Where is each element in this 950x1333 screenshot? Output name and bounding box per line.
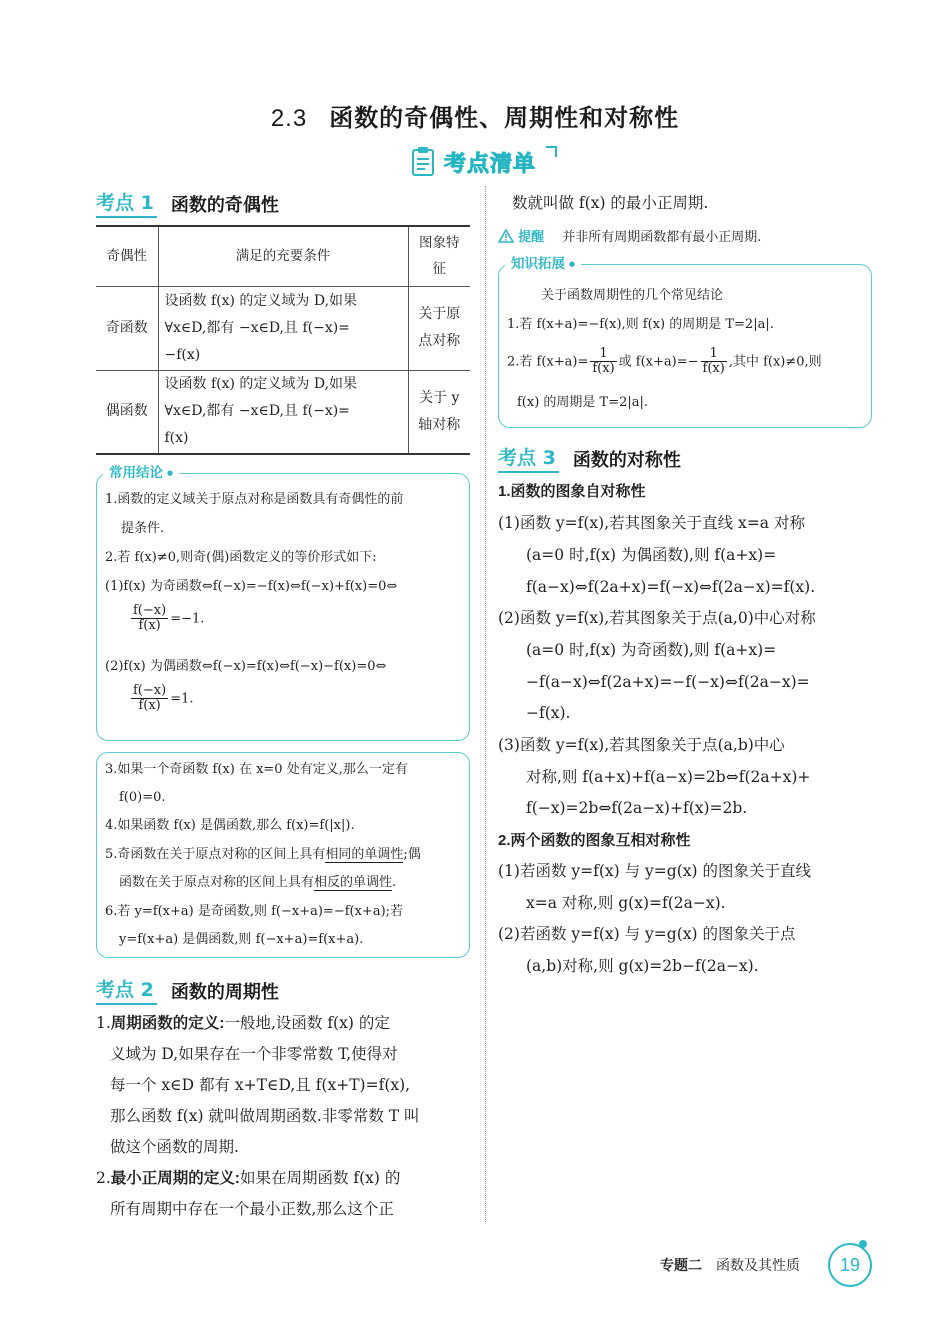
- kaodian-2-heading: [96, 977, 279, 1005]
- tip-text: 并非所有周期函数都有最小正周期.: [562, 230, 762, 245]
- kaodian-1-heading: [96, 190, 279, 218]
- text: .: [392, 875, 397, 890]
- box-line: =1.: [170, 691, 194, 707]
- text: ;偶: [403, 847, 421, 862]
- subheading: 1.函数的图象自对称性: [498, 483, 646, 500]
- box-line: (2)f(x) 为偶函数⇔f(−x)=f(x)⇔f(−x)−f(x)=0⇔: [105, 659, 387, 674]
- box-line: y=f(x+a) 是偶函数,则 f(−x+a)=f(x+a).: [119, 932, 364, 947]
- text-line: 义域为 D,如果存在一个非零常数 T,使得对: [110, 1045, 398, 1063]
- kaodian-2-title: 函数的周期性: [170, 982, 279, 1003]
- text-line: [96, 1163, 400, 1195]
- table-header: 图象特征: [408, 226, 470, 286]
- text-line: f(−x)=2b⇔f(2a−x)+f(x)=2b.: [526, 799, 748, 817]
- more-conclusions-box: [96, 752, 470, 958]
- numerator: f(−x): [133, 683, 167, 698]
- kaodian-1-title: 函数的奇偶性: [170, 195, 279, 216]
- underlined-text: 相同的单调性: [325, 847, 404, 862]
- box-line: 6.若 y=f(x+a) 是奇函数,则 f(−x+a)=−f(x+a);若: [105, 904, 404, 919]
- box-tag: 常用结论 ●: [103, 464, 179, 482]
- bold-term: 周期函数的定义:: [110, 1015, 225, 1032]
- table-cell: 偶函数: [96, 370, 158, 454]
- clipboard-icon: [410, 145, 440, 179]
- box-line: 2.若 f(x)≠0,则奇(偶)函数定义的等价形式如下:: [105, 550, 377, 565]
- denominator: f(x): [138, 698, 161, 714]
- box-line: f(x) 的周期是 T=2|a|.: [517, 395, 649, 410]
- feature-line: 轴对称: [418, 416, 461, 433]
- banner-corner-icon: [544, 145, 558, 159]
- table-cell: 奇函数: [96, 286, 158, 370]
- cond-line: 设函数 f(x) 的定义域为 D,如果: [164, 292, 358, 309]
- text: 5.奇函数在关于原点对称的区间上具有: [105, 847, 326, 862]
- text: 2.: [96, 1169, 111, 1187]
- text-line: (2)若函数 y=f(x) 与 y=g(x) 的图象关于点: [498, 925, 796, 943]
- table-cell: [158, 370, 408, 454]
- text-line: 数就叫做 f(x) 的最小正周期.: [512, 194, 709, 212]
- fraction: [590, 347, 616, 377]
- text-line: (a=0 时,f(x) 为奇函数),则 f(a+x)=: [526, 641, 777, 659]
- box-line: f(0)=0.: [119, 790, 166, 805]
- footer-topic: 专题二: [660, 1258, 702, 1274]
- footer-section: [660, 1255, 800, 1275]
- denominator: f(x): [138, 618, 161, 634]
- numerator: 1: [701, 347, 727, 362]
- table-cell: [158, 286, 408, 370]
- text: 函数在关于原点对称的区间上具有: [119, 875, 315, 890]
- box-line: =−1.: [170, 611, 205, 627]
- box-line: (1)f(x) 为奇函数⇔f(−x)=−f(x)⇔f(−x)+f(x)=0⇔: [105, 579, 398, 594]
- table-header: 满足的充要条件: [158, 226, 408, 286]
- numerator: f(−x): [133, 603, 167, 618]
- text: 或 f(x+a)=−: [618, 354, 699, 370]
- text-line: −f(a−x)⇔f(2a+x)=−f(−x)⇔f(2a−x)=: [526, 673, 810, 691]
- text-line: 每一个 x∈D 都有 x+T∈D,且 f(x+T)=f(x),: [110, 1076, 411, 1094]
- feature-line: 关于原: [418, 306, 461, 322]
- text-line: 所有周期中存在一个最小正数,那么这个正: [110, 1200, 394, 1218]
- fraction-line: [129, 684, 193, 714]
- box-line: [507, 347, 822, 377]
- text-line: −f(x).: [526, 704, 571, 722]
- kaodian-3-label: 考点 3: [498, 446, 559, 473]
- box-line: 1.若 f(x+a)=−f(x),则 f(x) 的周期是 T=2|a|.: [507, 317, 774, 332]
- common-conclusions-box: [96, 465, 470, 741]
- box-heading: 关于函数周期性的几个常见结论: [541, 288, 724, 303]
- text: 1.: [96, 1014, 111, 1032]
- table-row: [96, 370, 470, 454]
- feature-line: 点对称: [418, 333, 461, 349]
- page-number-dot: [859, 1240, 867, 1248]
- text: 2.若 f(x+a)=: [507, 354, 589, 370]
- kaodian-3-heading: [498, 445, 681, 473]
- fraction: [701, 347, 727, 377]
- cond-line: 设函数 f(x) 的定义域为 D,如果: [164, 376, 358, 393]
- knowledge-extension-box: [498, 256, 872, 428]
- text-line: (1)若函数 y=f(x) 与 y=g(x) 的图象关于直线: [498, 862, 811, 880]
- table-header: 奇偶性: [96, 226, 158, 286]
- text-line: [96, 1008, 390, 1040]
- text-line: 做这个函数的周期.: [110, 1138, 239, 1156]
- text-line: f(a−x)⇔f(2a+x)=f(−x)⇔f(2a−x)=f(x).: [526, 578, 816, 596]
- fraction: [131, 604, 168, 634]
- banner-text: 考点清单: [444, 152, 537, 177]
- section-number: 2.3: [270, 105, 308, 132]
- text: 如果在周期函数 f(x) 的: [239, 1169, 401, 1187]
- text-line: (1)函数 y=f(x),若其图象关于直线 x=a 对称: [498, 514, 805, 532]
- text: 一般地,设函数 f(x) 的定: [224, 1014, 390, 1032]
- text-line: 那么函数 f(x) 就叫做周期函数.非零常数 T 叫: [110, 1107, 420, 1125]
- box-line: [119, 870, 396, 896]
- box-tag: 知识拓展 ●: [505, 255, 581, 273]
- subheading: 2.两个函数的图象互相对称性: [498, 832, 691, 849]
- box-line: 4.如果函数 f(x) 是偶函数,那么 f(x)=f(|x|).: [105, 818, 355, 833]
- text-line: 对称,则 f(a+x)+f(a−x)=2b⇔f(2a+x)+: [526, 768, 811, 786]
- feature-line: 关于 y: [419, 389, 460, 406]
- denominator: f(x): [592, 361, 615, 377]
- bold-term: 最小正周期的定义:: [110, 1170, 240, 1187]
- table-cell: [408, 286, 470, 370]
- numerator: 1: [590, 347, 616, 362]
- kaodian-2-label: 考点 2: [96, 978, 157, 1005]
- cond-line: ∀x∈D,都有 −x∈D,且 f(−x)=: [164, 403, 350, 420]
- cond-line: f(x): [164, 430, 189, 447]
- text-line: (a=0 时,f(x) 为偶函数),则 f(a+x)=: [526, 546, 777, 564]
- section-title: 函数的奇偶性、周期性和对称性: [329, 105, 680, 132]
- fraction-line: [129, 604, 204, 634]
- warning-icon: [498, 229, 514, 243]
- footer-chapter: 函数及其性质: [716, 1258, 800, 1274]
- tip: [498, 227, 761, 248]
- underlined-text: 相反的单调性: [314, 875, 393, 890]
- kaodian-1-label: 考点 1: [96, 191, 157, 218]
- cond-line: ∀x∈D,都有 −x∈D,且 f(−x)=: [164, 319, 350, 336]
- box-line: 提条件.: [121, 521, 165, 536]
- page-number: 19: [828, 1243, 872, 1287]
- column-divider: [485, 186, 486, 1222]
- table-row: [96, 286, 470, 370]
- text-line: (3)函数 y=f(x),若其图象关于点(a,b)中心: [498, 736, 785, 754]
- box-line: 3.如果一个奇函数 f(x) 在 x=0 处有定义,那么一定有: [105, 762, 408, 777]
- tip-label: 提醒: [518, 229, 545, 244]
- text-line: (2)函数 y=f(x),若其图象关于点(a,0)中心对称: [498, 609, 816, 627]
- text: ,其中 f(x)≠0,则: [728, 354, 822, 370]
- kaodian-3-title: 函数的对称性: [572, 450, 681, 471]
- fraction: [131, 684, 168, 714]
- denominator: f(x): [702, 361, 725, 377]
- table-cell: [408, 370, 470, 454]
- banner: [408, 143, 558, 179]
- box-line: 1.函数的定义域关于原点对称是函数具有奇偶性的前: [105, 492, 404, 507]
- text-line: x=a 对称,则 g(x)=f(2a−x).: [526, 894, 726, 912]
- cond-line: −f(x): [164, 346, 201, 363]
- box-line: [105, 842, 421, 868]
- page-title: [0, 98, 950, 133]
- parity-table: [96, 225, 470, 455]
- text-line: (a,b)对称,则 g(x)=2b−f(2a−x).: [526, 957, 759, 975]
